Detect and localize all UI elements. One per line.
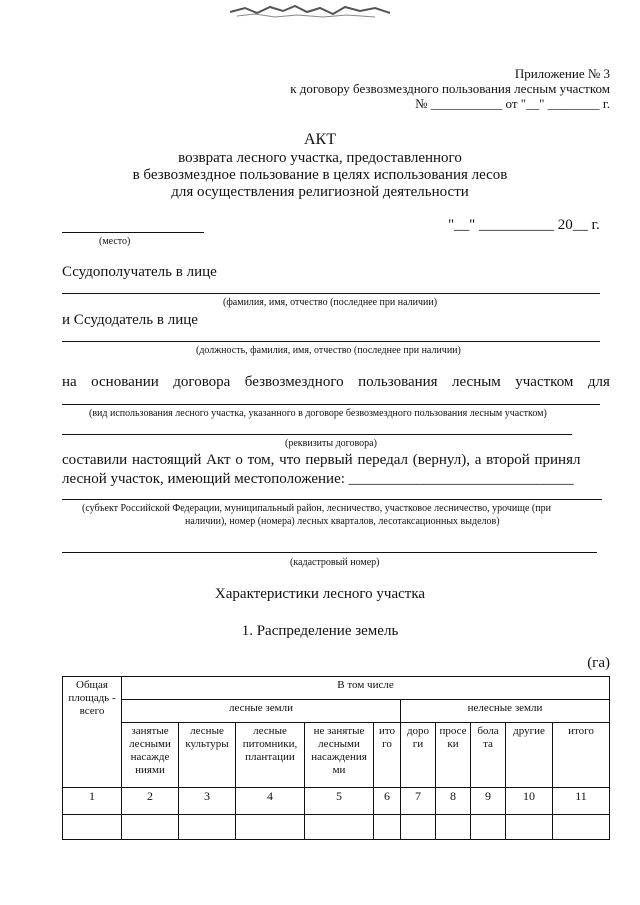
borrower-caption: (фамилия, имя, отчество (последнее при наличии) <box>223 297 438 308</box>
col-header: итого <box>553 723 610 788</box>
cadastral-caption: (кадастровый номер) <box>290 557 380 568</box>
borrower-line <box>62 293 600 294</box>
use-line <box>62 404 600 405</box>
act-subtitle-1: возврата лесного участка, предоставленного <box>178 150 462 166</box>
act-title: АКТ <box>304 131 336 148</box>
contract-caption: (реквизиты договора) <box>285 438 377 449</box>
borrower-label: Ссудополучатель в лице <box>62 264 217 280</box>
section-1-title: 1. Распределение земель <box>241 623 399 639</box>
col-header: не занятые лесными насаждения ми <box>305 723 374 788</box>
place-caption: (место) <box>99 236 131 247</box>
table-cell <box>471 815 506 840</box>
col-number: 7 <box>401 788 436 815</box>
cadastral-line <box>62 552 597 553</box>
col-number: 4 <box>236 788 305 815</box>
appendix-contract-number: № ___________ от "__" ________ г. <box>415 96 610 111</box>
table-cell <box>401 815 436 840</box>
table-cell <box>506 815 553 840</box>
col-number: 3 <box>179 788 236 815</box>
col-number: 8 <box>436 788 471 815</box>
table-row <box>63 815 610 840</box>
forest-lands-header: лесные земли <box>122 700 401 723</box>
compiled-line-1: составили настоящий Акт о том, что первый передал (вернул), а второй принял <box>62 452 581 468</box>
basis-text <box>62 374 610 391</box>
compiled-line-2: лесной участок, имеющий местоположение: ______________________________ <box>62 471 574 487</box>
table-cell <box>305 815 374 840</box>
location-caption-2: наличии), номер (номера) лесных кварталов, лесотаксационных выделов) <box>185 516 500 527</box>
land-distribution-table <box>62 676 610 840</box>
table-cell <box>122 815 179 840</box>
col-number: 1 <box>63 788 122 815</box>
col-header: бола та <box>471 723 506 788</box>
location-line <box>62 499 602 500</box>
appendix-contract-ref: к договору безвозмездного пользования лесным участком <box>290 81 610 96</box>
including-header: В том числе <box>122 677 610 700</box>
basis-word: на <box>62 374 77 390</box>
act-subtitle-3: для осуществления религиозной деятельности <box>171 184 469 200</box>
use-caption: (вид использования лесного участка, указанного в договоре безвозмездного пользования лесным участком) <box>89 408 547 419</box>
col-header: лесные культуры <box>179 723 236 788</box>
contract-line <box>62 434 572 435</box>
place-line <box>62 232 204 233</box>
col-number: 11 <box>553 788 610 815</box>
lender-line <box>62 341 600 342</box>
basis-word: договора <box>173 374 231 390</box>
col-header: лесные питомники, плантации <box>236 723 305 788</box>
date-line: "__" __________ 20__ г. <box>448 217 600 233</box>
table-cell <box>236 815 305 840</box>
table-cell <box>374 815 401 840</box>
col-header: ито го <box>374 723 401 788</box>
col-number: 10 <box>506 788 553 815</box>
col-header: доро ги <box>401 723 436 788</box>
col-number: 6 <box>374 788 401 815</box>
act-subtitle-2: в безвозмездное пользование в целях использования лесов <box>132 167 508 183</box>
lender-caption: (должность, фамилия, имя, отчество (последнее при наличии) <box>196 345 461 356</box>
basis-word: безвозмездного <box>244 374 344 390</box>
col-header: просе ки <box>436 723 471 788</box>
table-cell <box>436 815 471 840</box>
nonforest-lands-header: нелесные земли <box>401 700 610 723</box>
col-number: 9 <box>471 788 506 815</box>
unit-label: (га) <box>587 655 610 671</box>
basis-word: лесным <box>452 374 501 390</box>
col-number: 5 <box>305 788 374 815</box>
table-cell <box>553 815 610 840</box>
col-number: 2 <box>122 788 179 815</box>
col-header: другие <box>506 723 553 788</box>
table-cell <box>179 815 236 840</box>
basis-word: для <box>587 374 610 390</box>
basis-word: пользования <box>358 374 438 390</box>
characteristics-title: Характеристики лесного участка <box>214 586 426 602</box>
total-area-header: Общая площадь - всего <box>63 677 122 788</box>
basis-word: основании <box>91 374 159 390</box>
location-caption-1: (субъект Российской Федерации, муниципальный район, лесничество, участковое лесничество, урочище (при <box>82 503 551 514</box>
lender-label: и Ссудодатель в лице <box>62 312 198 328</box>
appendix-number: Приложение № 3 <box>514 66 610 81</box>
col-header: занятые лесными насажде ниями <box>122 723 179 788</box>
scan-artifact <box>225 2 395 20</box>
appendix-header <box>290 66 610 111</box>
basis-word: участком <box>515 374 574 390</box>
table-cell <box>63 815 122 840</box>
